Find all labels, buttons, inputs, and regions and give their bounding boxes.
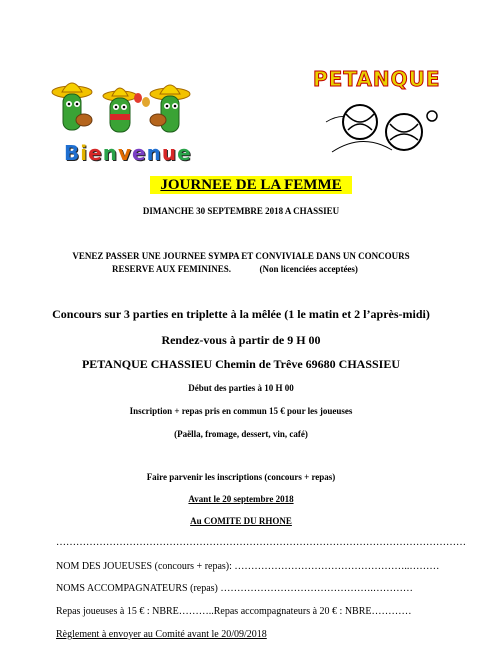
players-field[interactable]: NOM DES JOUEUSES (concours + repas): ……………………………………………..……… (56, 561, 440, 572)
petanque-logo-text: PETANQUE (313, 67, 441, 91)
date-line: DIMANCHE 30 SEPTEMBRE 2018 A CHASSIEU (142, 206, 340, 216)
menu-description: (Paëlla, fromage, dessert, vin, café) (174, 429, 308, 439)
petanque-logo (313, 67, 439, 91)
committee: Au COMITE DU RHONE (190, 516, 292, 526)
venue-address: PETANQUE CHASSIEU Chemin de Trêve 69680 CHASSIEU (81, 357, 401, 371)
mariachi-cactus-clipart (50, 72, 200, 142)
page-title: JOURNEE DE LA FEMME (150, 176, 352, 194)
dotted-separator: …………………………………………………………………………………………………………… (56, 537, 466, 548)
contest-description: Concours sur 3 parties en triplette à la mêlée (1 le matin et 2 l’après-midi) (52, 307, 430, 321)
companions-field[interactable]: NOMS ACCOMPAGNATEURS (repas) ……………………………………….………… (56, 583, 413, 594)
intro-note: (Non licenciées acceptées) (259, 264, 358, 274)
rendezvous-time: Rendez-vous à partir de 9 H 00 (161, 333, 321, 347)
deadline: Avant le 20 septembre 2018 (188, 494, 294, 504)
bienvenue-text: Bienvenue (64, 141, 192, 165)
send-to-line: Faire parvenir les inscriptions (concours + repas) (146, 472, 336, 482)
intro-line-1: VENEZ PASSER UNE JOURNEE SYMPA ET CONVIVIALE DANS UN CONCOURS (72, 251, 410, 261)
intro-line-2 (112, 264, 358, 274)
meals-count-field[interactable]: Repas joueuses à 15 € : NBRE………..Repas accompagnateurs à 20 € : NBRE………… (56, 606, 412, 617)
intro-line-2-text: RESERVE AUX FEMININES. (112, 264, 231, 274)
payment-note: Règlement à envoyer au Comité avant le 20/09/2018 (56, 629, 267, 640)
petanque-balls-clipart (322, 92, 442, 158)
start-time: Début des parties à 10 H 00 (188, 383, 294, 393)
registration-price: Inscription + repas pris en commun 15 € pour les joueuses (129, 406, 353, 416)
